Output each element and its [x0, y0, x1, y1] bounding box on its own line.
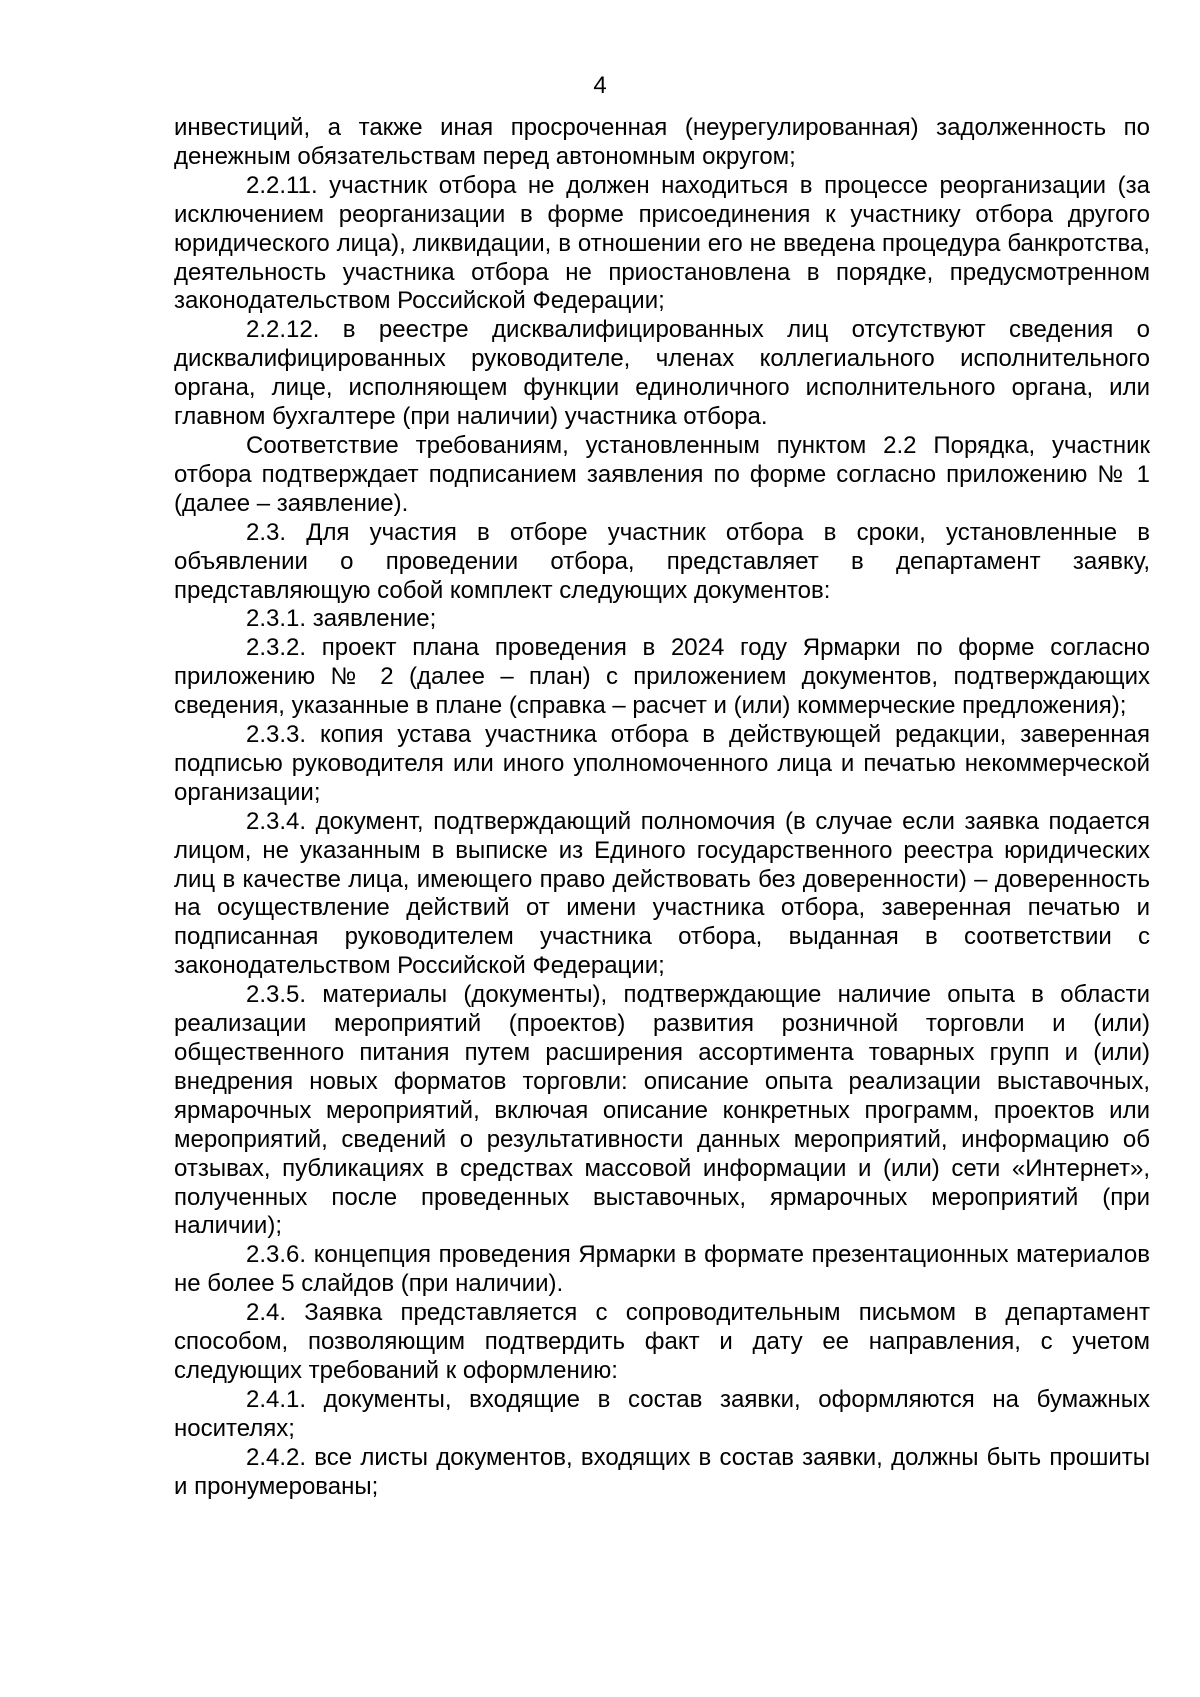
paragraph-2-4-1: 2.4.1. документы, входящие в состав заявки, оформляются на бумажных носителях;	[174, 1385, 1150, 1442]
paragraph-2-3: 2.3. Для участия в отборе участник отбора в сроки, установленные в объявлении о проведении отбора, представляет в департамент заявку, представляющую собой комплект следующих документов:	[174, 518, 1150, 604]
paragraph-2-2-12: 2.2.12. в реестре дисквалифицированных лиц отсутствуют сведения о дисквалифицированных руководителе, членах коллегиального исполнительного органа, лице, исполняющем функции единоличного исполнительного органа, или главном бухгалтере (при наличии) участника отбора.	[174, 316, 1150, 431]
paragraph-2-3-6: 2.3.6. концепция проведения Ярмарки в формате презентационных материалов не более 5 слайдов (при наличии).	[174, 1241, 1150, 1298]
paragraph-2-3-1: 2.3.1. заявление;	[246, 605, 437, 633]
paragraph-2-3-4: 2.3.4. документ, подтверждающий полномочия (в случае если заявка подается лицом, не указанным в выписке из Единого государственного реестра юридических лиц в качестве лица, имеющего право действовать без доверенности) – доверенность на осуществление действий от имени участника отбора, заверенная печатью и подписанная руководителем участника отбора, выданная в соответствии с законодательством Российской Федерации;	[174, 807, 1150, 980]
paragraph-2-4-2: 2.4.2. все листы документов, входящих в состав заявки, должны быть прошиты и пронумерованы;	[174, 1443, 1150, 1500]
document-body	[174, 114, 1150, 1502]
paragraph-2-3-5: 2.3.5. материалы (документы), подтверждающие наличие опыта в области реализации мероприятий (проектов) развития розничной торговли и (или) общественного питания путем расширения ассортимента товарных групп и (или) внедрения новых форматов торговли: описание опыта реализации выставочных, ярмарочных мероприятий, включая описание конкретных программ, проектов или мероприятий, сведений о результативности данных мероприятий, информацию об отзывах, публикациях в средствах массовой информации и (или) сети «Интернет», полученных после проведенных выставочных, ярмарочных мероприятий (при наличии);	[174, 981, 1150, 1240]
paragraph-2-2-11: 2.2.11. участник отбора не должен находиться в процессе реорганизации (за исключением реорганизации в форме присоединения к участнику отбора другого юридического лица), ликвидации, в отношении его не введена процедура банкротства, деятельность участника отбора не приостановлена в порядке, предусмотренном законодательством Российской Федерации;	[174, 171, 1150, 315]
paragraph-2-3-3: 2.3.3. копия устава участника отбора в действующей редакции, заверенная подписью руководителя или иного уполномоченного лица и печатью некоммерческой организации;	[174, 721, 1150, 806]
paragraph-continuation: инвестиций, а также иная просроченная (неурегулированная) задолженность по денежным обязательствам перед автономным округом;	[174, 114, 1150, 170]
paragraph-compliance: Соответствие требованиям, установленным пунктом 2.2 Порядка, участник отбора подтверждает подписанием заявления по форме согласно приложению № 1 (далее – заявление).	[174, 431, 1150, 517]
paragraph-2-3-2: 2.3.2. проект плана проведения в 2024 году Ярмарки по форме согласно приложению № 2 (далее – план) с приложением документов, подтверждающих сведения, указанные в плане (справка – расчет и (или) коммерческие предложения);	[174, 634, 1150, 720]
page-number: 4	[593, 72, 607, 99]
paragraph-2-4: 2.4. Заявка представляется с сопроводительным письмом в департамент способом, позволяющим подтвердить факт и дату ее направления, с учетом следующих требований к оформлению:	[174, 1299, 1150, 1384]
